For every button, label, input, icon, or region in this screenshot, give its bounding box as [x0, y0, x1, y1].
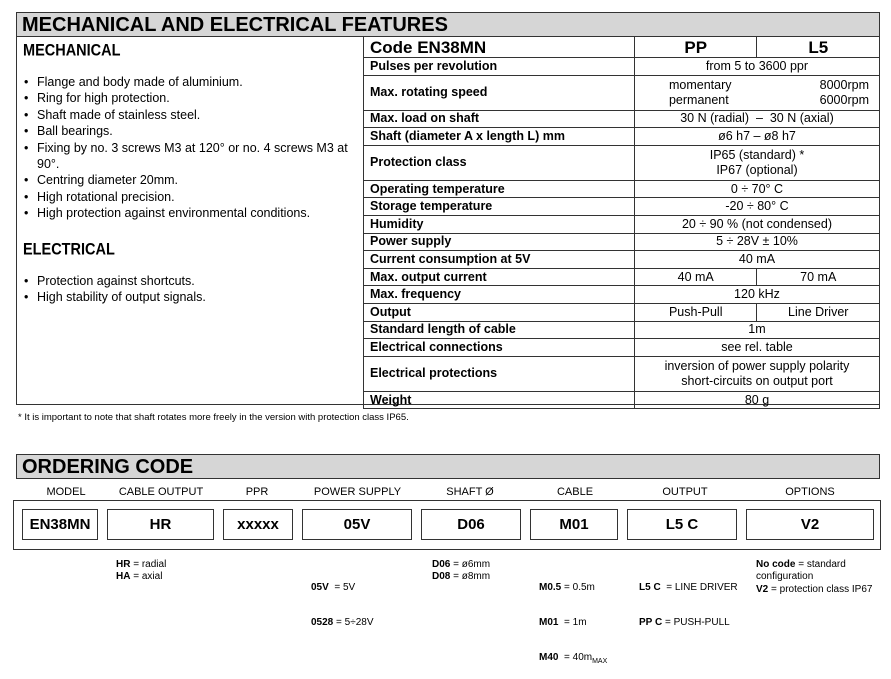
- spec-value-elprot: [634, 356, 879, 391]
- ordering-col-options: OPTIONS: [785, 486, 835, 498]
- spec-value: 5 ÷ 28V ± 10%: [634, 233, 879, 251]
- legend-cable-output: HR = radial HA = axial: [116, 559, 167, 582]
- spec-row: [364, 198, 880, 216]
- mechanical-item: • Fixing by no. 3 screws M3 at 120° or no. 4 screws M3 at 90°.: [23, 140, 361, 173]
- code-model: EN38MN: [22, 509, 98, 540]
- legend-output: L5 C = LINE DRIVER PP C = PUSH-PULL: [639, 582, 738, 628]
- spec-row: [364, 339, 880, 357]
- speed-permanent-value: 6000rpm: [819, 92, 869, 107]
- spec-value: from 5 to 3600 ppr: [634, 58, 879, 76]
- spec-label: Humidity: [364, 215, 635, 233]
- code-cable-output: HR: [107, 509, 214, 540]
- features-left-column: [17, 36, 364, 404]
- spec-row: [364, 145, 880, 180]
- spec-row: [364, 286, 880, 304]
- elprot-line-2: short-circuits on output port: [681, 373, 833, 388]
- spec-value: 120 kHz: [634, 286, 879, 304]
- mechanical-list: [23, 74, 361, 222]
- spec-header-l5: L5: [757, 37, 880, 58]
- spec-header-code: Code EN38MN: [364, 37, 635, 58]
- code-shaft: D06: [421, 509, 521, 540]
- spec-value: 80 g: [634, 391, 879, 409]
- features-banner: MECHANICAL AND ELECTRICAL FEATURES: [16, 12, 880, 37]
- ordering-col-model: MODEL: [46, 486, 86, 498]
- code-output: L5 C: [627, 509, 737, 540]
- spec-row: [364, 391, 880, 409]
- spec-value: ø6 h7 – ø8 h7: [634, 128, 879, 146]
- spec-value: 30 N (radial) – 30 N (axial): [634, 110, 879, 128]
- electrical-item: • Protection against shortcuts.: [23, 273, 361, 289]
- spec-label: Pulses per revolution: [364, 58, 635, 76]
- legend-power-supply: 05V = 5V 0528 = 5÷28V: [311, 582, 374, 628]
- mechanical-item: • Ball bearings.: [23, 123, 361, 139]
- spec-value-l5: 70 mA: [757, 268, 880, 286]
- electrical-title: ELECTRICAL: [23, 241, 115, 259]
- spec-row: [364, 128, 880, 146]
- mechanical-item: • Shaft made of stainless steel.: [23, 107, 361, 123]
- spec-header-pp: PP: [634, 37, 757, 58]
- legend-options: No code = standard configuration V2 = protection class IP67: [756, 559, 873, 596]
- spec-label: Current consumption at 5V: [364, 251, 635, 269]
- spec-value-l5: Line Driver: [757, 303, 880, 321]
- spec-label: Electrical protections: [364, 356, 635, 391]
- spec-value-pp: 40 mA: [634, 268, 757, 286]
- spec-row: [364, 110, 880, 128]
- spec-row: [364, 58, 880, 76]
- speed-momentary-label: momentary: [668, 77, 732, 92]
- spec-row: [364, 233, 880, 251]
- code-options: V2: [746, 509, 874, 540]
- spec-label: Storage temperature: [364, 198, 635, 216]
- footnote: * It is important to note that shaft rotates more freely in the version with protection class IP65.: [18, 412, 409, 423]
- spec-label: Shaft (diameter A x length L) mm: [364, 128, 635, 146]
- ordering-col-shaft: SHAFT Ø: [446, 486, 494, 498]
- spec-row: [364, 251, 880, 269]
- spec-value: 20 ÷ 90 % (not condensed): [634, 215, 879, 233]
- spec-row: [364, 303, 880, 321]
- spec-row: [364, 75, 880, 110]
- spec-value-speed: [634, 75, 879, 110]
- spec-label: Protection class: [364, 145, 635, 180]
- electrical-item: • High stability of output signals.: [23, 289, 361, 305]
- mechanical-item: • Flange and body made of aluminium.: [23, 74, 361, 90]
- spec-label: Standard length of cable: [364, 321, 635, 339]
- mechanical-item: • High protection against environmental conditions.: [23, 205, 361, 221]
- speed-permanent-label: permanent: [668, 92, 729, 107]
- spec-value-pp: Push-Pull: [634, 303, 757, 321]
- protection-line-2: IP67 (optional): [716, 162, 798, 177]
- spec-row: [364, 321, 880, 339]
- ordering-col-output: OUTPUT: [662, 486, 708, 498]
- spec-label: Operating temperature: [364, 180, 635, 198]
- code-power-supply: 05V: [302, 509, 412, 540]
- spec-value: see rel. table: [634, 339, 879, 357]
- ordering-col-cable-output: CABLE OUTPUT: [118, 486, 204, 498]
- spec-label: Max. load on shaft: [364, 110, 635, 128]
- speed-momentary-value: 8000rpm: [819, 77, 869, 92]
- spec-label: Max. frequency: [364, 286, 635, 304]
- elprot-line-1: inversion of power supply polarity: [664, 358, 850, 373]
- spec-label: Power supply: [364, 233, 635, 251]
- spec-value: 40 mA: [634, 251, 879, 269]
- legend-cable: M0.5 = 0.5m M01 = 1m $M40 = 40m_{MAX}$: [539, 582, 608, 665]
- code-cable: M01: [530, 509, 618, 540]
- mechanical-item: • Ring for high protection.: [23, 90, 361, 106]
- spec-label: Weight: [364, 391, 635, 409]
- mechanical-item: • Centring diameter 20mm.: [23, 172, 361, 188]
- spec-header-row: [364, 37, 880, 58]
- legend-shaft: D06 = ø6mm D08 = ø8mm: [432, 559, 491, 582]
- spec-value: 1m: [634, 321, 879, 339]
- spec-table: [363, 36, 880, 409]
- spec-row: [364, 356, 880, 391]
- spec-label: Max. rotating speed: [364, 75, 635, 110]
- electrical-list: [23, 273, 361, 306]
- spec-label: Max. output current: [364, 268, 635, 286]
- mechanical-title: MECHANICAL: [23, 42, 121, 60]
- code-ppr: xxxxx: [223, 509, 293, 540]
- spec-row: [364, 215, 880, 233]
- spec-row: [364, 180, 880, 198]
- spec-row: [364, 268, 880, 286]
- spec-value: 0 ÷ 70° C: [634, 180, 879, 198]
- spec-value-protection: [634, 145, 879, 180]
- mechanical-item: • High rotational precision.: [23, 189, 361, 205]
- spec-label: Output: [364, 303, 635, 321]
- spec-value: -20 ÷ 80° C: [634, 198, 879, 216]
- ordering-banner: ORDERING CODE: [16, 454, 880, 479]
- spec-label: Electrical connections: [364, 339, 635, 357]
- ordering-col-ppr: PPR: [245, 486, 269, 498]
- protection-line-1: IP65 (standard) *: [709, 147, 805, 162]
- ordering-col-cable: CABLE: [556, 486, 594, 498]
- ordering-col-power-supply: POWER SUPPLY: [313, 486, 402, 498]
